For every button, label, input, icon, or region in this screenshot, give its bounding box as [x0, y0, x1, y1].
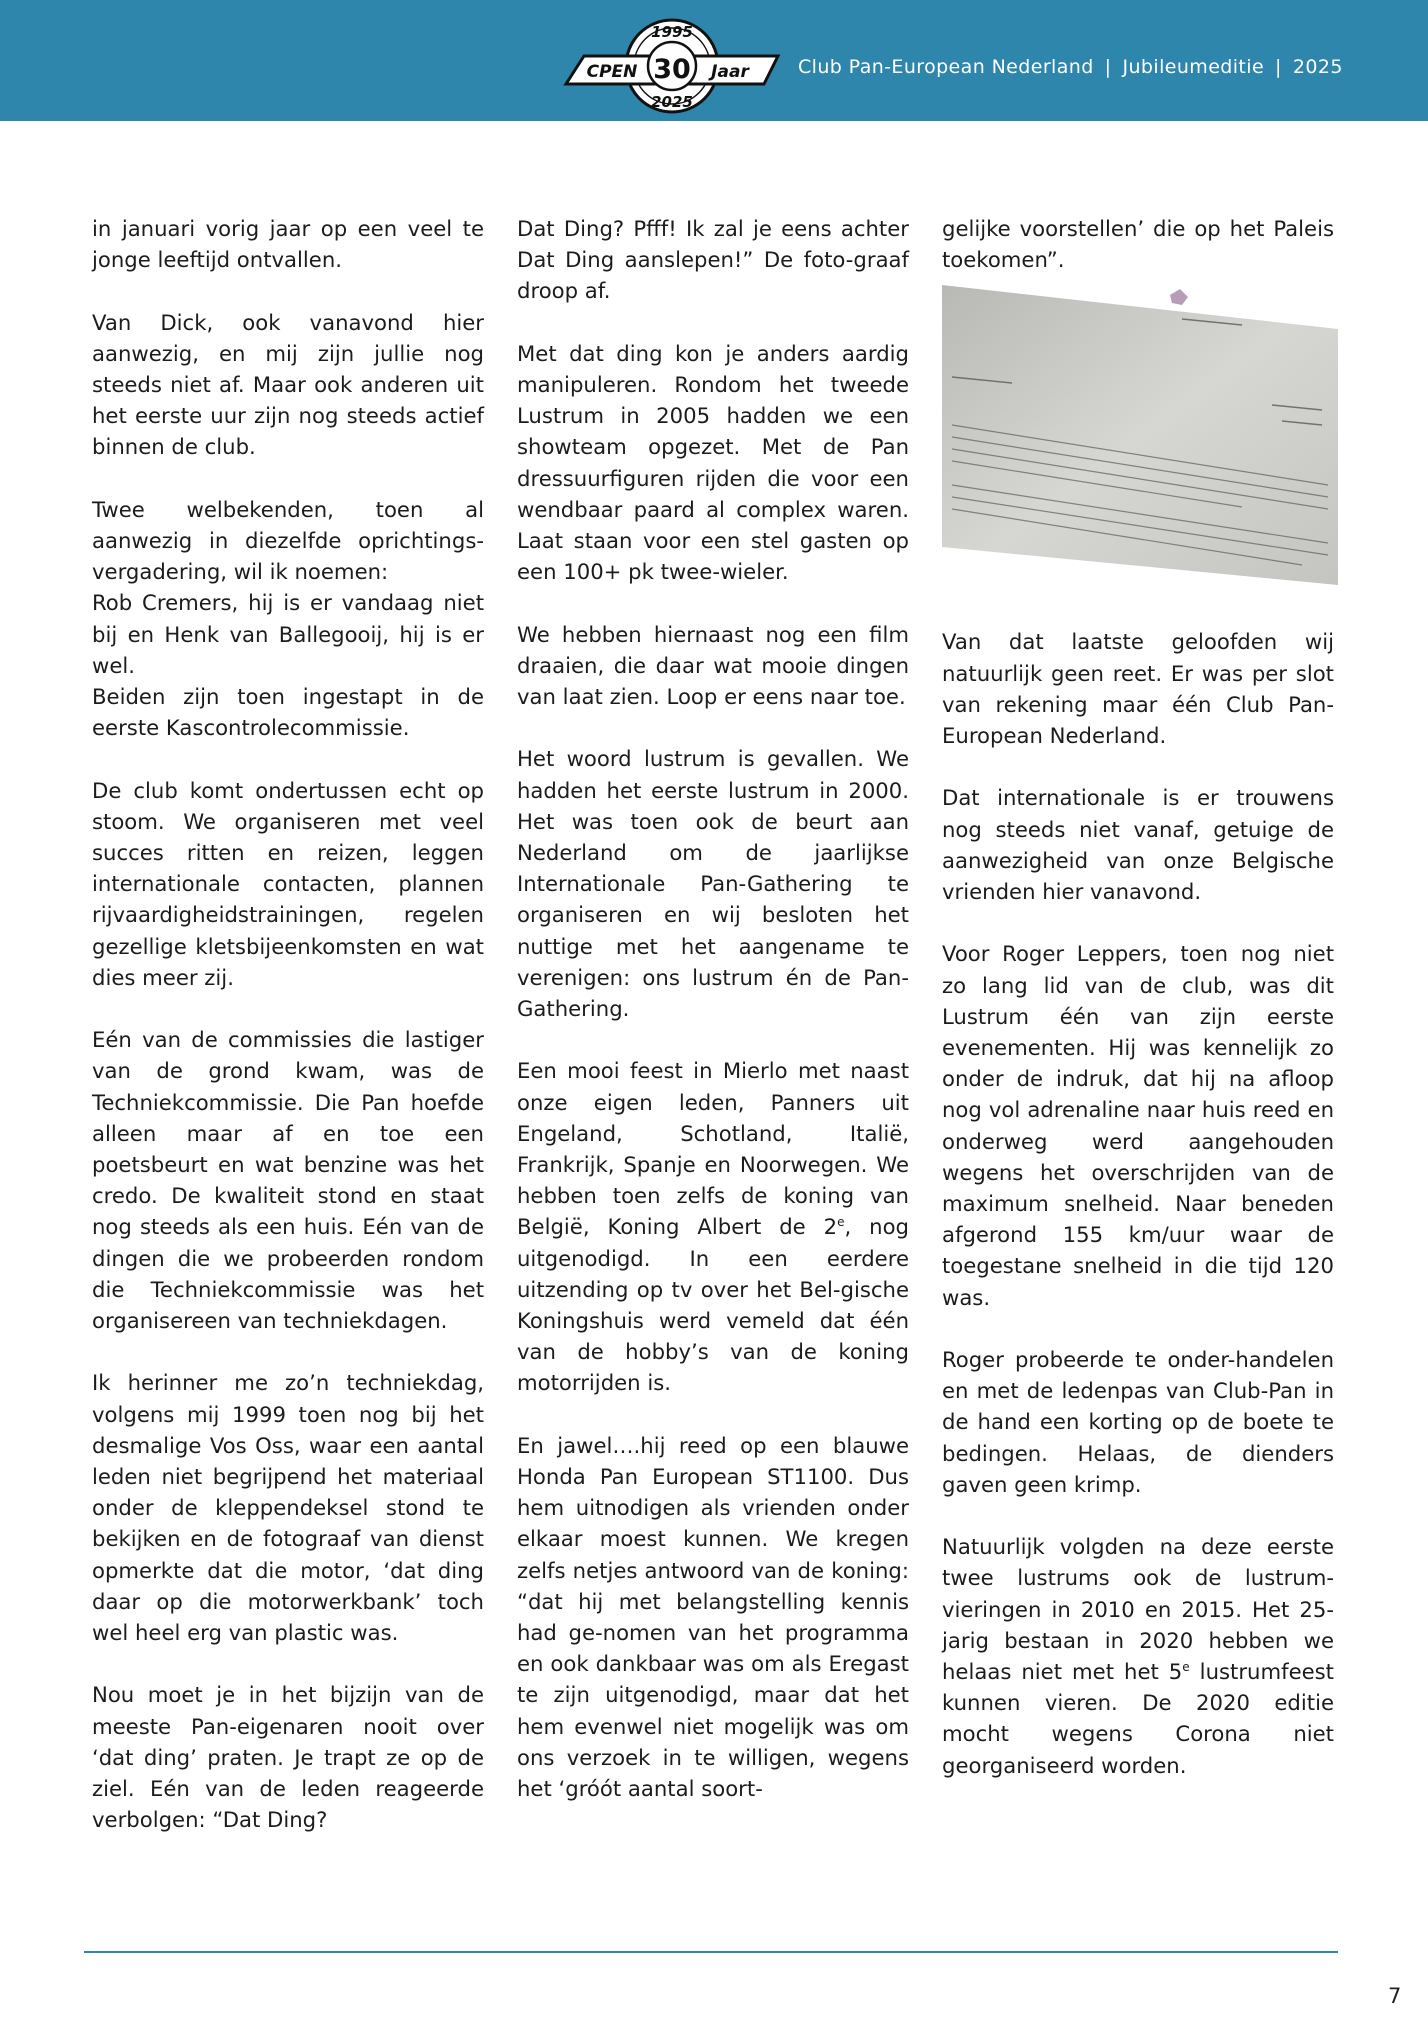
- paragraph-text: Natuurlijk volgden na deze eerste twee lustrums ook de lustrum-vieringen in 2010 en 2015. Het 25-jarig bestaan in 2020 hebben we helaas niet met het 5: [942, 1534, 1334, 1685]
- paragraph: Beiden zijn toen ingestapt in de eerste Kascontrolecommissie.: [92, 684, 484, 741]
- paragraph: Twee welbekenden, toen al aanwezig in diezelfde oprichtings-vergadering, wil ik noemen:: [92, 496, 484, 585]
- paragraph: gelijke voorstellen’ die op het Paleis toekomen”.: [942, 216, 1334, 273]
- logo-jaar-text: Jaar: [711, 62, 749, 82]
- paragraph: En jawel….hij reed op een blauwe Honda Pan European ST1100. Dus hem uitnodigen als vrienden onder elkaar moest kunnen. We kregen zelfs netjes antwoord van de koning: “dat hij met belangstelling kennis had ge-nomen van het programma en ook dankbaar was om als Eregast te zijn uitgenodigd, maar dat het hem evenwel niet mogelijk was om ons verzoek in te willigen, wegens het ‘gróót aantal soort-: [517, 1432, 909, 1802]
- header-bar: [0, 0, 1428, 121]
- letter-photo: [942, 285, 1338, 585]
- paragraph: [942, 1531, 1334, 1781]
- club-name: Club Pan-European Nederland: [798, 56, 1094, 78]
- paragraph: De club komt ondertussen echt op stoom. We organiseren met veel succes ritten en reizen, leggen internationale contacten, plannen rijvaardigheidstrainingen, regelen gezellige kletsbijeenkomsten en wat dies meer zij.: [92, 777, 484, 990]
- letter-photo-image: [942, 285, 1338, 585]
- logo-number: 30: [653, 54, 691, 85]
- superscript: e: [837, 1215, 845, 1230]
- paragraph: Het woord lustrum is gevallen. We hadden het eerste lustrum in 2000. Het was toen ook de beurt aan Nederland om de jaarlijkse Internationale Pan-Gathering te organiseren en wij besloten het nuttige met het aangename te verenigen: ons lustrum én de Pan-Gathering.: [517, 746, 909, 1022]
- paragraph: Rob Cremers, hij is er vandaag niet bij en Henk van Ballegooij, hij is er wel.: [92, 590, 484, 678]
- paragraph-text: Een mooi feest in Mierlo met naast onze eigen leden, Panners uit Engeland, Schotland, Italië, Frankrijk, Spanje en Noorwegen. We hebben toen zelfs de koning van België, Koning Albert de 2: [517, 1058, 909, 1240]
- superscript: e: [1182, 1659, 1190, 1674]
- paragraph: Voor Roger Leppers, toen nog niet zo lang lid van de club, was dit Lustrum één van zijn eerste evenementen. Hij was kennelijk zo onder de indruk, dat hij na afloop nog vol adrenaline naar huis reed en onderweg werd aangehouden wegens het overschrijden van de maximum snelheid. Naar beneden afgerond 155 km/uur waar de toegestane snelheid in die tijd 120 was.: [942, 941, 1334, 1310]
- paragraph: Dat internationale is er trouwens nog steeds niet vanaf, getuige de aanwezigheid van onze Belgische vrienden hier vanavond.: [942, 785, 1334, 905]
- logo-cpen-text: CPEN: [586, 62, 638, 82]
- paragraph: Met dat ding kon je anders aardig manipuleren. Rondom het tweede Lustrum in 2005 hadden we een showteam opgezet. Met de Pan dressuurfiguren rijden die voor een wendbaar paard al complex waren. Laat staan voor een stel gasten op een 100+ pk twee-wieler.: [517, 340, 909, 585]
- paragraph: [517, 1055, 909, 1398]
- paragraph: Dat Ding? Pfff! Ik zal je eens achter Dat Ding aanslepen!” De foto-graaf droop af.: [517, 216, 909, 304]
- paragraph-text: lustrumfeest kunnen vieren. De 2020 editie mocht wegens Corona niet georganiseerd worden.: [942, 1659, 1334, 1778]
- paragraph: Nou moet je in het bijzijn van de meeste Pan-eigenaren nooit over ‘dat ding’ praten. Je trapt ze op de ziel. Eén van de leden reageerde verbolgen: “Dat Ding?: [92, 1682, 484, 1833]
- paragraph: Eén van de commissies die lastiger van de grond kwam, was de Techniekcommissie. Die Pan hoefde alleen maar af en toe een poetsbeurt en wat benzine was het credo. De kwaliteit stond en staat nog steeds als een huis. Eén van de dingen die we probeerden rondom die Techniekcommissie was het organisereen van techniekdagen.: [92, 1027, 484, 1334]
- article-column-1: [92, 213, 484, 1867]
- edition-year: 2025: [1292, 56, 1343, 78]
- header-separator: |: [1275, 56, 1282, 78]
- paragraph: in januari vorig jaar op een veel te jonge leeftijd ontvallen.: [92, 216, 484, 273]
- paragraph: We hebben hiernaast nog een film draaien, die daar wat mooie dingen van laat zien. Loop er eens naar toe.: [517, 621, 909, 710]
- paragraph: Ik herinner me zo’n techniekdag, volgens mij 1999 toen nog bij het desmalige Vos Oss, waar een aantal leden niet begrijpend het materiaal onder de kleppendeksel stond te bekijken en de fotograaf van dienst opmerkte dat die motor, ‘dat ding daar op die motorwerkbank’ toch wel heel erg van plastic was.: [92, 1370, 484, 1646]
- header-title: [798, 56, 1343, 78]
- paragraph-text: , nog uitgenodigd. In een eerdere uitzending op tv over het Bel-gische Koningshuis werd vemeld dat één van de hobby’s van de koning motorrijden is.: [517, 1214, 910, 1396]
- footer-rule: [84, 1951, 1338, 1953]
- edition-label: Jubileumeditie: [1122, 56, 1265, 78]
- article-column-3: [942, 213, 1334, 1812]
- logo-year-bottom: 2025: [651, 93, 693, 111]
- paragraph: Van dat laatste geloofden wij natuurlijk geen reet. Er was per slot van rekening maar één Club Pan-European Nederland.: [942, 629, 1334, 749]
- cpen-30-jaar-logo: [560, 14, 800, 120]
- article-column-2: [517, 213, 909, 1835]
- page-number: 7: [1388, 1984, 1402, 2008]
- paragraph: Roger probeerde te onder-handelen en met de ledenpas van Club-Pan in de hand een korting op de boete te bedingen. Helaas, de dienders gaven geen krimp.: [942, 1347, 1334, 1497]
- paragraph: Van Dick, ook vanavond hier aanwezig, en mij zijn jullie nog steeds niet af. Maar ook anderen uit het eerste uur zijn nog steeds actief binnen de club.: [92, 309, 484, 460]
- logo-year-top: 1995: [651, 23, 693, 41]
- header-separator: |: [1104, 56, 1112, 78]
